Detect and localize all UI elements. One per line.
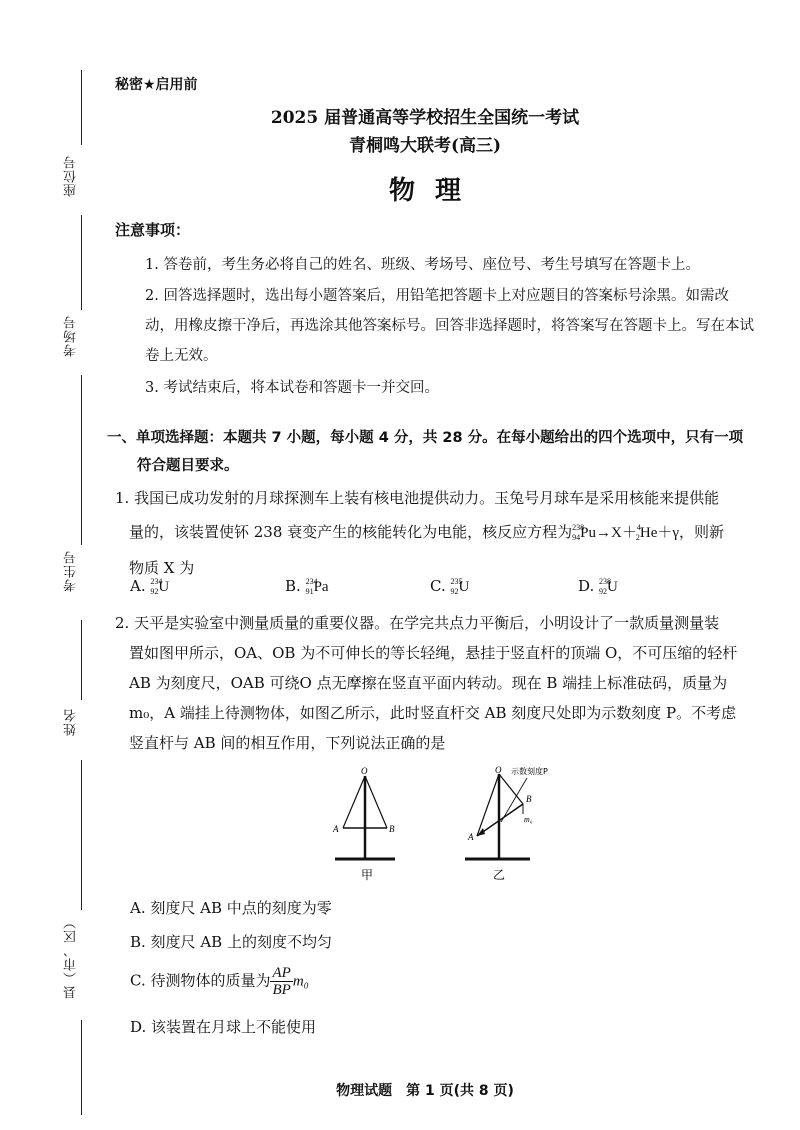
nuclide-pu xyxy=(572,513,596,553)
section-line: 符合题目要求。 xyxy=(137,458,239,474)
question-1-line: 物质 X 为 xyxy=(129,559,195,577)
rope-oa-right xyxy=(477,774,499,836)
binding-label-name: 姓名 xyxy=(64,708,79,736)
mass-number: 238 xyxy=(599,577,612,586)
fraction-denominator: BP xyxy=(272,982,291,998)
notice-item-3 xyxy=(115,373,755,403)
mass-number: 234 xyxy=(305,577,318,586)
fraction-numerator: AP xyxy=(272,965,291,981)
label-m0-right: m₀ xyxy=(524,815,533,824)
question-1-line: 1. 我国已成功发射的月球探测车上装有核电池提供动力。玉兔号月球车是采用核能来提供能 xyxy=(115,489,720,507)
option-b[interactable] xyxy=(285,577,329,596)
q2-option-b[interactable]: B. 刻度尺 AB 上的刻度不均匀 xyxy=(130,933,332,951)
label-b-left: B xyxy=(389,824,395,834)
binding-label-seat: 座位号 xyxy=(64,155,79,197)
exam-subtitle: 青桐鸣大联考(高三) xyxy=(348,136,502,156)
mass-symbol: m₀ xyxy=(292,973,309,990)
rope-oa-left xyxy=(343,776,365,828)
element-symbol: He＋γ xyxy=(639,525,679,541)
binding-rule xyxy=(81,760,82,910)
binding-rule xyxy=(81,215,82,310)
label-a-right: A xyxy=(468,832,474,842)
mass-number: 234 xyxy=(150,577,163,586)
reaction-arrow: →X＋ xyxy=(596,525,637,541)
binding-rule xyxy=(81,1020,82,1115)
element-symbol: Pa xyxy=(313,579,329,595)
question-1 xyxy=(115,483,765,583)
charge-number: 92 xyxy=(150,587,159,596)
charge-number: 91 xyxy=(305,587,314,596)
question-2-line: AB 为刻度尺，OAB 可绕O 点无摩擦在竖直平面内转动。现在 B 端挂上标准砝码，质量为 xyxy=(129,674,728,692)
q2-option-d[interactable]: D. 该装置在月球上不能使用 xyxy=(130,1018,317,1036)
q2-option-c[interactable] xyxy=(130,965,309,998)
question-1-text: ，则新 xyxy=(678,523,724,541)
rope-ob-right xyxy=(499,774,523,804)
charge-number: 92 xyxy=(450,587,459,596)
label-b-right: B xyxy=(526,794,532,804)
label-a-left: A xyxy=(333,824,339,834)
label-pointer-p: 示数刻度P xyxy=(511,767,548,776)
charge-number: 94 xyxy=(572,533,581,542)
option-d[interactable] xyxy=(578,577,618,596)
option-letter: D. xyxy=(578,577,595,595)
option-text: C. 待测物体的质量为 xyxy=(130,971,271,990)
label-o-right: O xyxy=(495,765,502,775)
binding-label-county: 县（市、区） xyxy=(64,915,79,999)
question-1-text: 量的，该装置使钚 238 衰变产生的核能转化为电能，核反应方程为 xyxy=(129,523,573,541)
binding-label-exam-id: 考生号 xyxy=(64,550,79,592)
secret-mark: 秘密★启用前 xyxy=(115,77,198,93)
option-c[interactable] xyxy=(430,577,469,596)
binding-rule xyxy=(81,620,82,700)
option-letter: B. xyxy=(285,577,301,595)
label-o-left: O xyxy=(361,766,368,776)
question-2-line: 2. 天平是实验室中测量质量的重要仪器。在学完共点力平衡后，小明设计了一款质量测量装 xyxy=(115,614,720,632)
rope-ob-left xyxy=(365,776,387,828)
question-2-line: m₀，A 端挂上待测物体，如图乙所示，此时竖直杆交 AB 刻度尺处即为示数刻度 P。不考虑 xyxy=(129,704,737,722)
fraction-ap-bp xyxy=(270,965,292,998)
binding-margin xyxy=(0,0,100,1130)
element-symbol: Pu xyxy=(580,525,597,541)
mass-number: 238 xyxy=(572,523,585,532)
option-letter: C. xyxy=(430,577,446,595)
question-2 xyxy=(115,608,765,758)
question-2-line: 竖直杆与 AB 间的相互作用，下列说法正确的是 xyxy=(129,734,446,752)
subject-title: 物理 xyxy=(388,176,481,206)
notice-item-2 xyxy=(115,281,755,371)
charge-number: 92 xyxy=(599,587,608,596)
mass-number: 235 xyxy=(450,577,463,586)
option-letter: A. xyxy=(130,577,146,595)
notice-text: 3. 考试结束后，将本试卷和答题卡一并交回。 xyxy=(145,380,439,396)
element-symbol: U xyxy=(158,579,170,595)
exam-title: 2025 届普通高等学校招生全国统一考试 xyxy=(270,108,580,128)
caption-jia: 甲 xyxy=(361,868,374,882)
page-footer: 物理试题 第 1 页(共 8 页) xyxy=(336,1083,514,1099)
notice-heading: 注意事项： xyxy=(115,221,191,239)
element-symbol: U xyxy=(458,579,470,595)
notice-item-1 xyxy=(115,250,755,280)
q2-option-a[interactable]: A. 刻度尺 AB 中点的刻度为零 xyxy=(130,899,332,917)
section-line: 一、单项选择题：本题共 7 小题，每小题 4 分，共 28 分。在每小题给出的四个选项中，只有一项 xyxy=(107,430,744,446)
nuclide-he xyxy=(637,513,679,553)
option-a[interactable] xyxy=(130,577,169,596)
question-2-line: 置如图甲所示，OA、OB 为不可伸长的等长轻绳，悬挂于竖直杆的顶端 O，不可压缩的轻杆 xyxy=(129,644,738,662)
charge-number: 2 xyxy=(635,533,640,542)
binding-label-exam-room: 考场号 xyxy=(64,315,79,357)
binding-rule xyxy=(81,70,82,145)
notice-text: 2. 回答选择题时，选出每小题答案后，用铅笔把答题卡上对应题目的答案标号涂黑。如需改动，用橡皮擦干净后，再选涂其他答案标号。回答非选择题时，将答案写在答题卡上。写在本试卷上无效。 xyxy=(145,288,754,364)
notice-text: 1. 答卷前，考生务必将自己的姓名、班级、考场号、座位号、考生号填写在答题卡上。 xyxy=(145,257,700,273)
element-symbol: U xyxy=(607,579,618,595)
question-1-line xyxy=(115,513,765,553)
exam-page xyxy=(107,0,775,1130)
binding-rule xyxy=(81,375,82,545)
balance-figure xyxy=(315,764,575,886)
mass-number: 4 xyxy=(636,523,641,532)
section-heading xyxy=(107,424,767,480)
caption-yi: 乙 xyxy=(493,868,506,882)
